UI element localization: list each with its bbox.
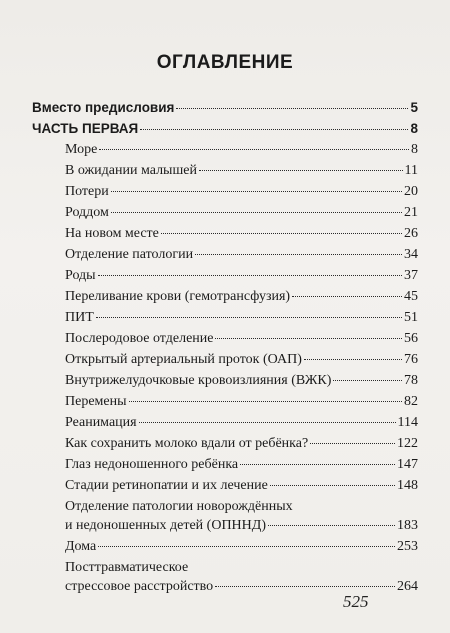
toc-entry-label: На новом месте xyxy=(65,226,159,241)
toc-entry-label: В ожидании малышей xyxy=(65,163,197,178)
toc-entry xyxy=(65,225,418,242)
toc-entry-page: 34 xyxy=(404,247,418,262)
toc-entry-label: Роддом xyxy=(65,205,109,220)
toc-entry-label: Море xyxy=(65,142,98,157)
toc-entry-page: 148 xyxy=(397,478,418,493)
leader-dots xyxy=(270,485,395,486)
leader-dots xyxy=(139,422,396,423)
toc-entry-page: 147 xyxy=(397,457,418,472)
leader-dots xyxy=(98,546,395,547)
toc-entry xyxy=(65,141,418,158)
toc-entry xyxy=(65,456,418,473)
toc-entry-page: 45 xyxy=(404,289,418,304)
toc-entry-label: Дома xyxy=(65,539,97,554)
toc-entry-label-line1: Посттравматическое xyxy=(65,560,189,575)
toc-entry-page: 114 xyxy=(397,415,418,430)
leader-dots xyxy=(268,525,395,526)
toc-entry xyxy=(65,204,418,221)
toc-entry-page: 8 xyxy=(411,142,418,157)
toc-entry-label-line1: Отделение патологии новорождённых xyxy=(65,499,293,514)
toc-entry xyxy=(65,435,418,452)
leader-dots xyxy=(310,443,395,444)
toc-entry xyxy=(65,330,418,347)
toc-entry-label: Перемены xyxy=(65,394,127,409)
toc-entry xyxy=(65,351,418,368)
leader-dots xyxy=(111,191,402,192)
toc-entry-page: 122 xyxy=(397,436,418,451)
toc-entry-label: Вместо предисловия xyxy=(32,100,175,115)
toc-entry-page: 37 xyxy=(404,268,418,283)
toc-entry xyxy=(65,517,418,534)
toc-entry-page: 21 xyxy=(404,205,418,220)
toc-entry-label: Переливание крови (гемотрансфузия) xyxy=(65,289,291,304)
toc-entry-page: 82 xyxy=(404,394,418,409)
toc-entry-page: 76 xyxy=(404,352,418,367)
leader-dots xyxy=(111,212,402,213)
toc-entry-label: Как сохранить молоко вдали от ребёнка? xyxy=(65,436,309,451)
leader-dots xyxy=(176,108,408,109)
toc-entry xyxy=(65,372,418,389)
toc-entry xyxy=(32,99,418,116)
toc-entry-label: Глаз недоношенного ребёнка xyxy=(65,457,239,472)
toc-entry-label: Стадии ретинопатии и их лечение xyxy=(65,478,268,493)
leader-dots xyxy=(215,586,395,587)
toc-heading: ОГЛАВЛЕНИЕ xyxy=(156,52,294,73)
leader-dots xyxy=(240,464,395,465)
leader-dots xyxy=(333,380,402,381)
toc-entry xyxy=(65,538,418,555)
leader-dots xyxy=(292,296,402,297)
toc-entry-page: 5 xyxy=(410,100,418,115)
leader-dots xyxy=(129,401,402,402)
toc-entry-label: ПИТ xyxy=(65,310,94,325)
toc-entry xyxy=(32,120,418,137)
toc-entry-page: 51 xyxy=(404,310,418,325)
leader-dots xyxy=(99,149,409,150)
toc-entry-label: Реанимация xyxy=(65,415,137,430)
leader-dots xyxy=(215,338,402,339)
toc-entry xyxy=(65,393,418,410)
toc-entry xyxy=(65,183,418,200)
leader-dots xyxy=(140,129,408,130)
toc-entry-label: Роды xyxy=(65,268,96,283)
toc-entry-label: Потери xyxy=(65,184,109,199)
toc-entry-page: 183 xyxy=(397,518,418,533)
toc-entry xyxy=(65,162,418,179)
toc-entry-label: Открытый артериальный проток (ОАП) xyxy=(65,352,302,367)
toc-entry-page: 20 xyxy=(404,184,418,199)
toc-entry-page: 8 xyxy=(410,121,418,136)
leader-dots xyxy=(161,233,402,234)
toc-entry-label-line2: стрессовое расстройство xyxy=(65,579,214,594)
toc-entry-label: ЧАСТЬ ПЕРВАЯ xyxy=(32,121,139,136)
toc-entry xyxy=(65,309,418,326)
toc-entry-page: 264 xyxy=(397,579,418,594)
toc-entry-page: 56 xyxy=(404,331,418,346)
toc-entry xyxy=(65,414,418,431)
toc-entry-page: 11 xyxy=(404,163,418,178)
toc-entry xyxy=(65,288,418,305)
leader-dots xyxy=(98,275,402,276)
toc-entry-page: 78 xyxy=(404,373,418,388)
toc-entry xyxy=(65,267,418,284)
toc-entry-label-line2: и недоношенных детей (ОПННД) xyxy=(65,518,266,533)
toc-entry-page: 253 xyxy=(397,539,418,554)
toc-entry xyxy=(65,477,418,494)
leader-dots xyxy=(304,359,402,360)
toc-entry-label: Отделение патологии xyxy=(65,247,194,262)
leader-dots xyxy=(96,317,402,318)
toc-entry-label: Внутрижелудочковые кровоизлияния (ВЖК) xyxy=(65,373,332,388)
page-number: 525 xyxy=(343,592,369,611)
toc-entry xyxy=(65,246,418,263)
leader-dots xyxy=(199,170,403,171)
toc-entry-label: Послеродовое отделение xyxy=(65,331,214,346)
toc-entry-page: 26 xyxy=(404,226,418,241)
leader-dots xyxy=(195,254,402,255)
